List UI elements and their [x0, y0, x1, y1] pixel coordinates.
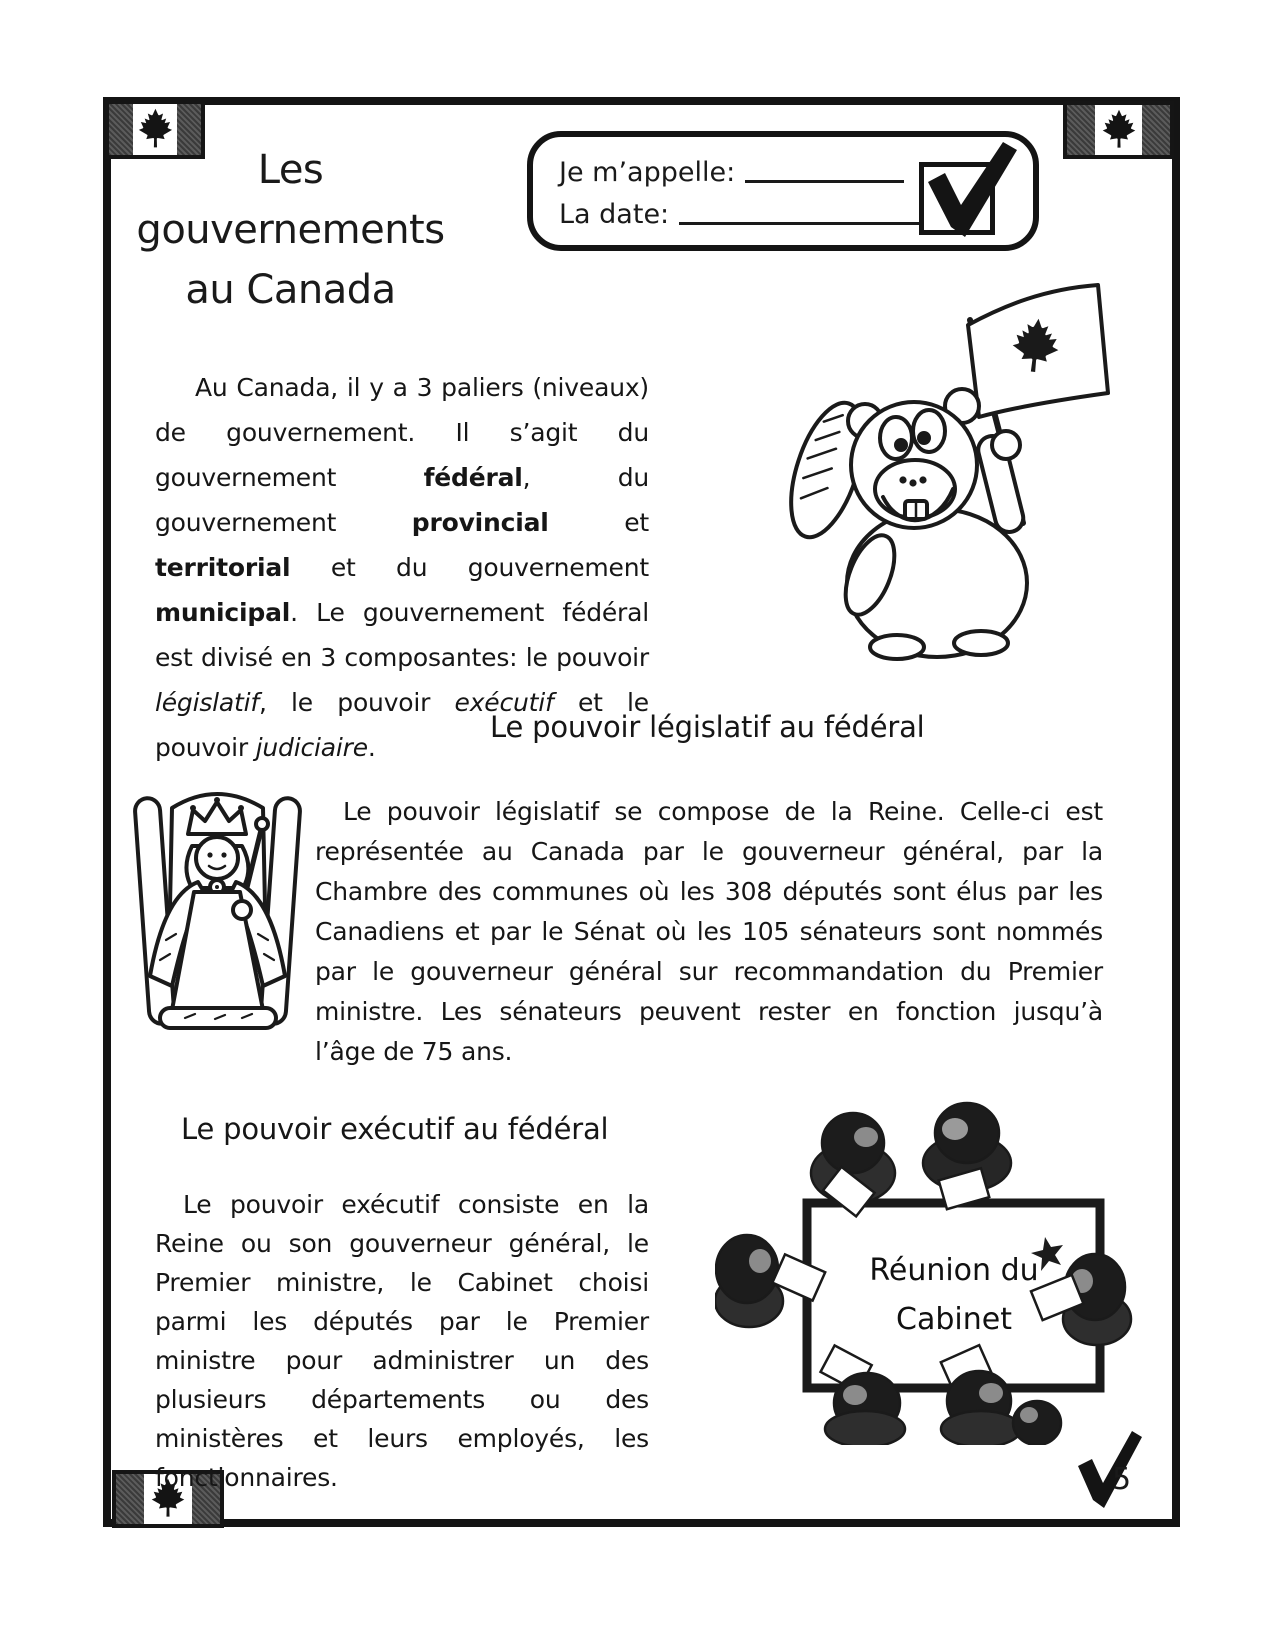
- page-checkmark-icon: [1072, 1428, 1146, 1512]
- page-number: 5: [1112, 1462, 1132, 1497]
- date-row: [559, 199, 919, 230]
- page-title: [133, 140, 448, 320]
- page-title-line: au Canada: [185, 267, 396, 313]
- date-label: La date:: [559, 199, 670, 230]
- flag-band: [1142, 105, 1170, 155]
- name-row: [559, 157, 904, 188]
- canada-flag-top-right: [1063, 101, 1174, 159]
- name-blank-line: [745, 180, 904, 183]
- section-heading-executive: Le pouvoir exécutif au fédéral: [181, 1112, 609, 1146]
- flag-band: [116, 1474, 144, 1524]
- date-blank-line: [679, 222, 919, 225]
- name-date-box: [527, 131, 1039, 251]
- checkmark-icon: [918, 135, 1028, 243]
- cabinet-label: [828, 1246, 1080, 1344]
- cabinet-label-line: Réunion du: [869, 1253, 1039, 1288]
- cabinet-label-line: Cabinet: [896, 1302, 1012, 1337]
- maple-leaf-icon: [1095, 105, 1142, 155]
- page-title-line: Les: [257, 147, 324, 193]
- flag-band: [1067, 105, 1095, 155]
- intro-paragraph: Au Canada, il y a 3 paliers (niveaux) de gouvernement. Il s’agit du gouvernement fédéral, du gouvernement provincial et territorial et du gouvernement municipal. Le gouvernement fédéral est divisé en 3 composantes: le pouvoir législatif, le pouvoir exécutif et le pouvoir judiciaire.: [155, 373, 650, 762]
- legislative-paragraph: Le pouvoir législatif se compose de la Reine. Celle-ci est représentée au Canada par le gouverneur général, par la Chambre des communes où les 308 députés sont élus par les Canadiens et par le Sénat où les 105 sénateurs sont nommés par le gouverneur général sur recommandation du Premier ministre. Les sénateurs peuvent rester en fonction jusqu’à l’âge de 75 ans.: [315, 797, 1103, 1066]
- queen-illustration: [130, 770, 305, 1042]
- section-heading-legislative: Le pouvoir législatif au fédéral: [490, 710, 925, 744]
- page-title-line: gouvernements: [136, 207, 445, 253]
- flag-band: [109, 104, 133, 155]
- executive-paragraph: Le pouvoir exécutif consiste en la Reine ou son gouverneur général, le Premier ministre, le Cabinet choisi parmi les députés par le Premier ministre pour administrer un des plusieurs départements ou des ministères et leurs employés, les fonctionnaires.: [155, 1190, 649, 1492]
- name-label: Je m’appelle:: [559, 157, 736, 188]
- beaver-flag-illustration: [765, 275, 1110, 665]
